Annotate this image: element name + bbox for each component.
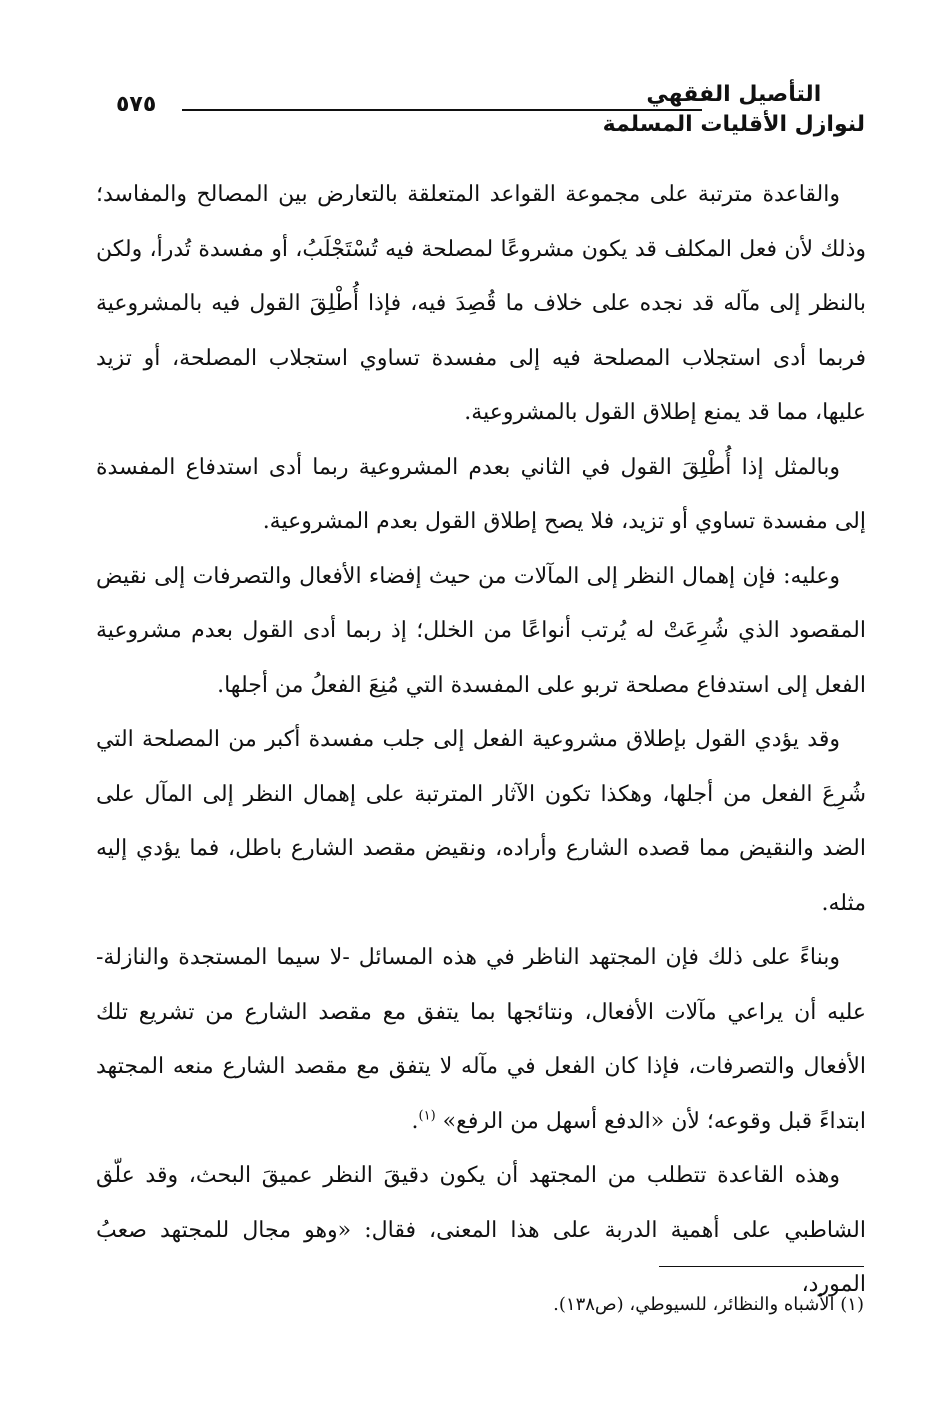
- paragraph-4: وقد يؤدي القول بإطلاق مشروعية الفعل إلى جلب مفسدة أكبر من المصلحة التي شُرِعَ الفعل من أجلها، وهكذا تكون الآثار المترتبة على إهمال النظر إلى المآل على الضد والنقيض مما قصده الشارع وأراده، ونقيض مقصد الشارع باطل، فما يؤدي إليه مثله.: [96, 727, 867, 916]
- footnote-reference[interactable]: (١): [418, 1108, 436, 1124]
- paragraph-1: والقاعدة مترتبة على مجموعة القواعد المتعلقة بالتعارض بين المصالح والمفاسد؛ وذلك لأن فعل المكلف قد يكون مشروعًا لمصلحة فيه تُسْتَجْلَبُ، أو مفسدة تُدرأ، ولكن بالنظر إلى مآله قد نجده على خلاف ما قُصِدَ فيه، فإذا أُطْلِقَ القول فيه بالمشروعية فربما أدى استجلاب المصلحة فيه إلى مفسدة تساوي استجلاب المصلحة، أو تزيد عليها، مما قد يمنع إطلاق القول بالمشروعية.: [96, 182, 866, 425]
- running-title-line1: التأصيل الفقهي: [646, 82, 822, 107]
- paragraph-5-text: وبناءً على ذلك فإن المجتهد الناظر في هذه المسائل -لا سيما المستجدة والنازلة- عليه أن يراعي مآلات الأفعال، ونتائجها بما يتفق مع مقصد الشارع من تشريع تلك الأفعال والتصرفات، فإذا كان الفعل في مآله لا يتفق مع مقصد الشارع منعه المجتهد ابتداءً قبل وقوعه؛ لأن «الدفع أسهل من الرفع»: [96, 945, 866, 1134]
- paragraph-5: وبناءً على ذلك فإن المجتهد الناظر في هذه المسائل -لا سيما المستجدة والنازلة- عليه أن يراعي مآلات الأفعال، ونتائجها بما يتفق مع مقصد الشارع من تشريع تلك الأفعال والتصرفات، فإذا كان الفعل في مآله لا يتفق مع مقصد الشارع منعه المجتهد ابتداءً قبل وقوعه؛ لأن «الدفع أسهل من الرفع» $^{(١)}$.: [96, 945, 866, 1134]
- paragraph-6: وهذه القاعدة تتطلب من المجتهد أن يكون دقيقَ النظر عميقَ البحث، وقد علّق الشاطبي على أهمية الدربة على هذا المعنى، فقال: «وهو مجال للمجتهد صعبُ المورد،: [96, 1163, 866, 1297]
- main-text: [96, 168, 866, 1313]
- page-number: ٥٧٥: [116, 92, 157, 117]
- running-title-line2: لنوازل الأقليات المسلمة: [602, 112, 865, 137]
- footnote-rule: [659, 1266, 864, 1267]
- running-title: [603, 80, 865, 140]
- footnote: (١) الأشباه والنظائر، للسيوطي، (ص١٣٨).: [553, 1294, 864, 1315]
- paragraph-2: وبالمثل إذا أُطْلِقَ القول في الثاني بعدم المشروعية ربما أدى استدفاع المفسدة إلى مفسدة تساوي أو تزيد، فلا يصح إطلاق القول بعدم المشروعية.: [96, 454, 866, 534]
- page-header: [90, 80, 865, 150]
- paragraph-3: وعليه: فإن إهمال النظر إلى المآلات من حيث إفضاء الأفعال والتصرفات إلى نقيض المقصود الذي شُرِعَتْ له يُرتب أنواعًا من الخلل؛ إذ ربما أدى القول بعدم مشروعية الفعل إلى استدفاع مصلحة تربو على المفسدة التي مُنِعَ الفعلُ من أجلها.: [96, 563, 866, 698]
